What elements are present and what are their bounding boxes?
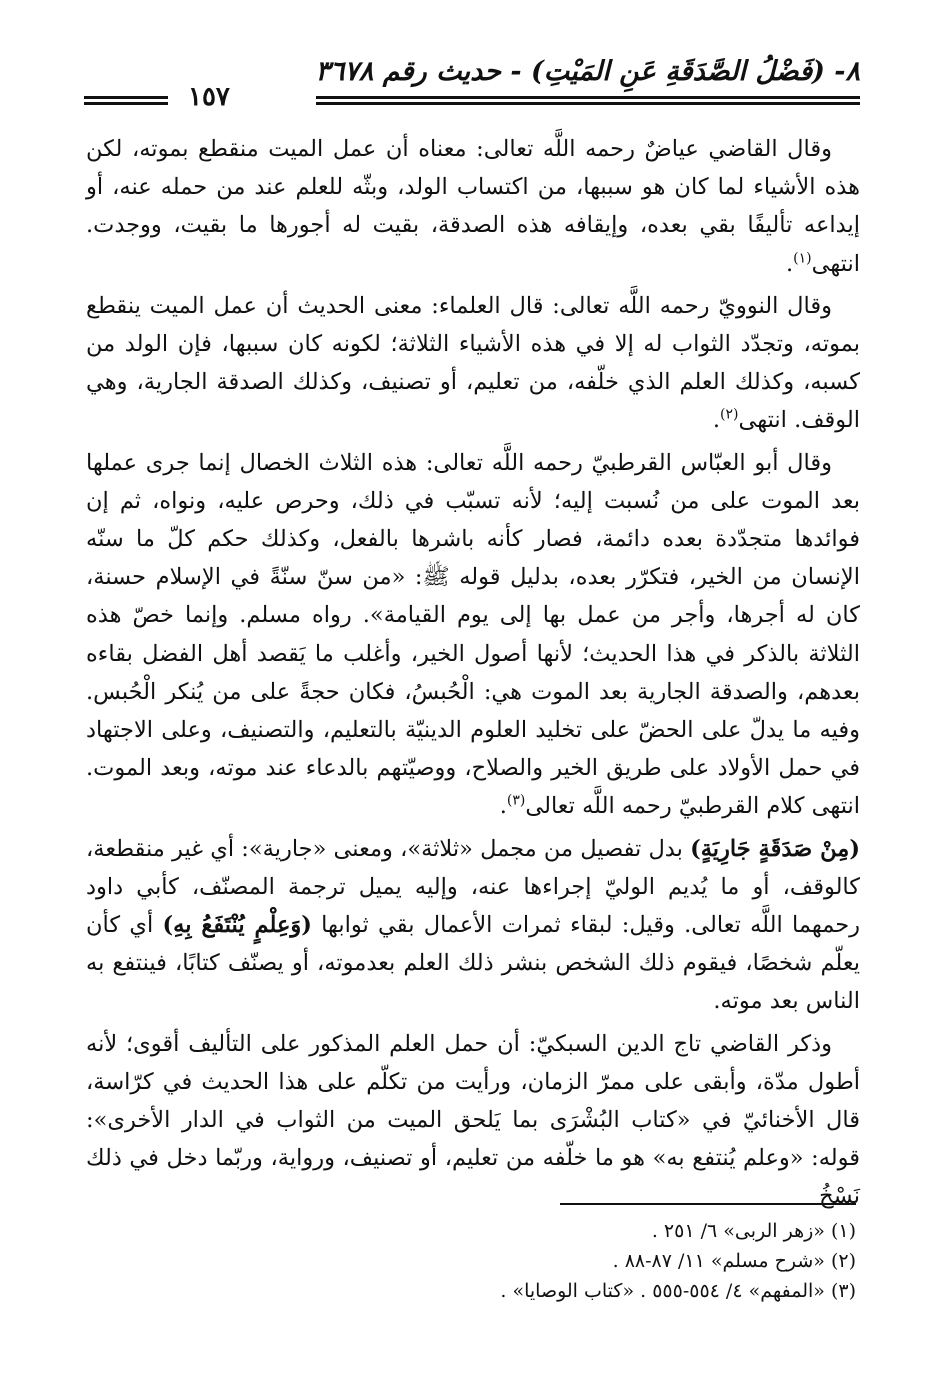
paragraph-text: وقال أبو العبّاس القرطبيّ رحمه اللَّه تعالى: هذه الثلاث الخصال إنما جرى عملها بعد الموت على من نُسبت إليه؛ لأنه تسبّب في ذلك، وحرص عليه، ونواه، ثم إن فوائدها متجدّدة بعده دائمة، فصار كأنه باشرها بالفعل، وكذلك حكم كلّ ما سنّه الإنسان من الخير، فتكرّر بعده، بدليل قوله ﷺ: «من سنّ سنّةً في الإسلام حسنة، كان له أجرها، وأجر من عمل بها إلى يوم القيامة». رواه مسلم. وإنما خصّ هذه الثلاثة بالذكر في هذا الحديث؛ لأنها أصول الخير، وأغلب ما يَقصد أهل الفضل بقاءه بعدهم، والصدقة الجارية بعد الموت هي: الْحُبسُ، فكان حجةً على من يُنكر الْحُبس. وفيه ما يدلّ على الحضّ على تخليد العلوم الدينيّة بالتعليم، والتصنيف، وعلى الاجتهاد في حمل الأولاد على طريق الخير والصلاح، ووصيّتهم بالدعاء عند موته، وبعد الموت. انتهى كلام القرطبيّ رحمه اللَّه تعالى bbox=[86, 449, 860, 820]
paragraph-iyad bbox=[86, 130, 860, 283]
paragraph-text: وقال النوويّ رحمه اللَّه تعالى: قال العلماء: معنى الحديث أن عمل الميت ينقطع بموته، وتجدّد الثواب له إلا في هذه الأشياء الثلاثة؛ لكونه كان سببها، فإن الولد من كسبه، وكذلك العلم الذي خلّفه، من تعليم، أو تصنيف، وكذلك الصدقة الجارية، وهي الوقف. انتهى bbox=[86, 292, 860, 434]
paragraph-qurtubi bbox=[86, 444, 860, 826]
footnote-2: (٢) «شرح مسلم» ١١/ ٨٧-٨٨ . bbox=[612, 1250, 856, 1272]
page-number: ١٥٧ bbox=[180, 80, 238, 114]
hadith-phrase-sadaqa: (مِنْ صَدَقَةٍ جَارِيَةٍ) bbox=[690, 835, 860, 862]
paragraph-text: وذكر القاضي تاج الدين السبكيّ: أن حمل العلم المذكور على التأليف أقوى؛ لأنه أطول مدّة، وأبقى على ممرّ الزمان، ورأيت من تكلّم على هذا الحديث في كرّاسة، قال الأخنائيّ في «كتاب البُشْرَى بما يَلحق الميت من الثواب في الدار الأخرى»: قوله: «وعلم يُنتفع به» هو ما خلّفه من تعليم، أو تصنيف، ورواية، وربّما دخل في ذلك نَسْخُ bbox=[86, 1030, 860, 1210]
paragraph-text: وقال القاضي عياضٌ رحمه اللَّه تعالى: معناه أن عمل الميت منقطع بموته، لكن هذه الأشياء لما كان هو سببها، من اكتساب الولد، وبثّه للعلم عند من حمله عنه، أو إيداعه تأليفًا بقي بعده، وإيقافه هذه الصدقة، بقيت له أجورها ما بقيت، ووجدت. انتهى bbox=[86, 136, 860, 277]
footnote-1: (١) «زهر الربى» ٦/ ٢٥١ . bbox=[651, 1220, 856, 1242]
footnote-3: (٣) «المفهم» ٤/ ٥٥٤-٥٥٥ . «كتاب الوصايا» . bbox=[500, 1280, 856, 1302]
main-text bbox=[86, 130, 860, 1220]
footnote-ref-1: (١) bbox=[793, 250, 812, 267]
header-rule-left bbox=[84, 96, 168, 105]
explanation-part-1: بدل تفصيل من مجمل «ثلاثة»، ومعنى «جارية»: أي غير منقطعة، كالوقف، أو ما يُديم الوليّ إجراءها عنه، وإليه يميل ترجمة المصنّف، كأبي داود رحمهما اللَّه تعالى. وقيل: لبقاء ثمرات الأعمال بقي ثوابها bbox=[86, 835, 860, 939]
running-title: ٨- (فَضْلُ الصَّدَقَةِ عَنِ المَيْتِ) - حديث رقم ٣٦٧٨ bbox=[315, 56, 860, 87]
footnote-ref-3: (٣) bbox=[506, 792, 526, 809]
paragraph-tail: . bbox=[712, 407, 721, 434]
hadith-phrase-ilm: (وَعِلْمٍ يُنْتَفَعُ بِهِ) bbox=[162, 912, 312, 939]
paragraph-explanation bbox=[86, 830, 860, 1021]
footnote-separator bbox=[560, 1203, 856, 1205]
paragraph-subki bbox=[86, 1025, 860, 1216]
paragraph-tail: . bbox=[785, 250, 794, 277]
header-rule-right bbox=[316, 96, 860, 105]
footnote-ref-2: (٢) bbox=[720, 406, 739, 423]
paragraph-nawawi bbox=[86, 287, 860, 440]
explanation-part-2: أي كأن يعلّم شخصًا، فيقوم ذلك الشخص بنشر ذلك العلم بعدموته، أو يصنّف كتابًا، فينتفع به الناس بعد موته. bbox=[86, 912, 860, 1015]
page-header bbox=[84, 52, 860, 116]
footnotes bbox=[156, 1216, 856, 1306]
paragraph-tail: . bbox=[499, 793, 507, 820]
